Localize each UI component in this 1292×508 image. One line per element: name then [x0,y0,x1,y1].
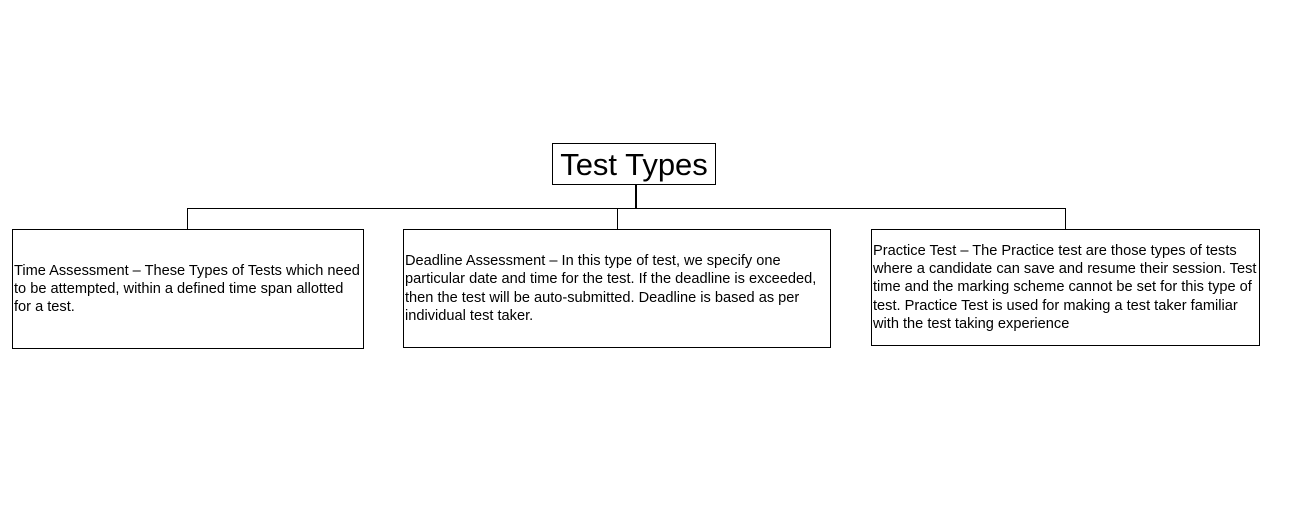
child-node-text: Time Assessment – These Types of Tests which need to be attempted, within a defined time span allotted for a test. [14,262,360,316]
root-node-title: Test Types [560,146,708,182]
child-node-time-assessment [12,229,364,349]
child-node-text: Deadline Assessment – In this type of test, we specify one particular date and time for the test. If the deadline is exceeded, then the test will be auto-submitted. Deadline is based as per individual test taker. [405,252,817,324]
child-node-practice-test [871,229,1260,346]
child-node-deadline-assessment [403,229,831,348]
root-node-box [552,143,716,185]
child-node-text: Practice Test – The Practice test are those types of tests where a candidate can save and resume their session. Test time and the marking scheme cannot be set for this type of test. Practice Test is used for making a test taker familiar with the test taking experience [873,242,1257,332]
